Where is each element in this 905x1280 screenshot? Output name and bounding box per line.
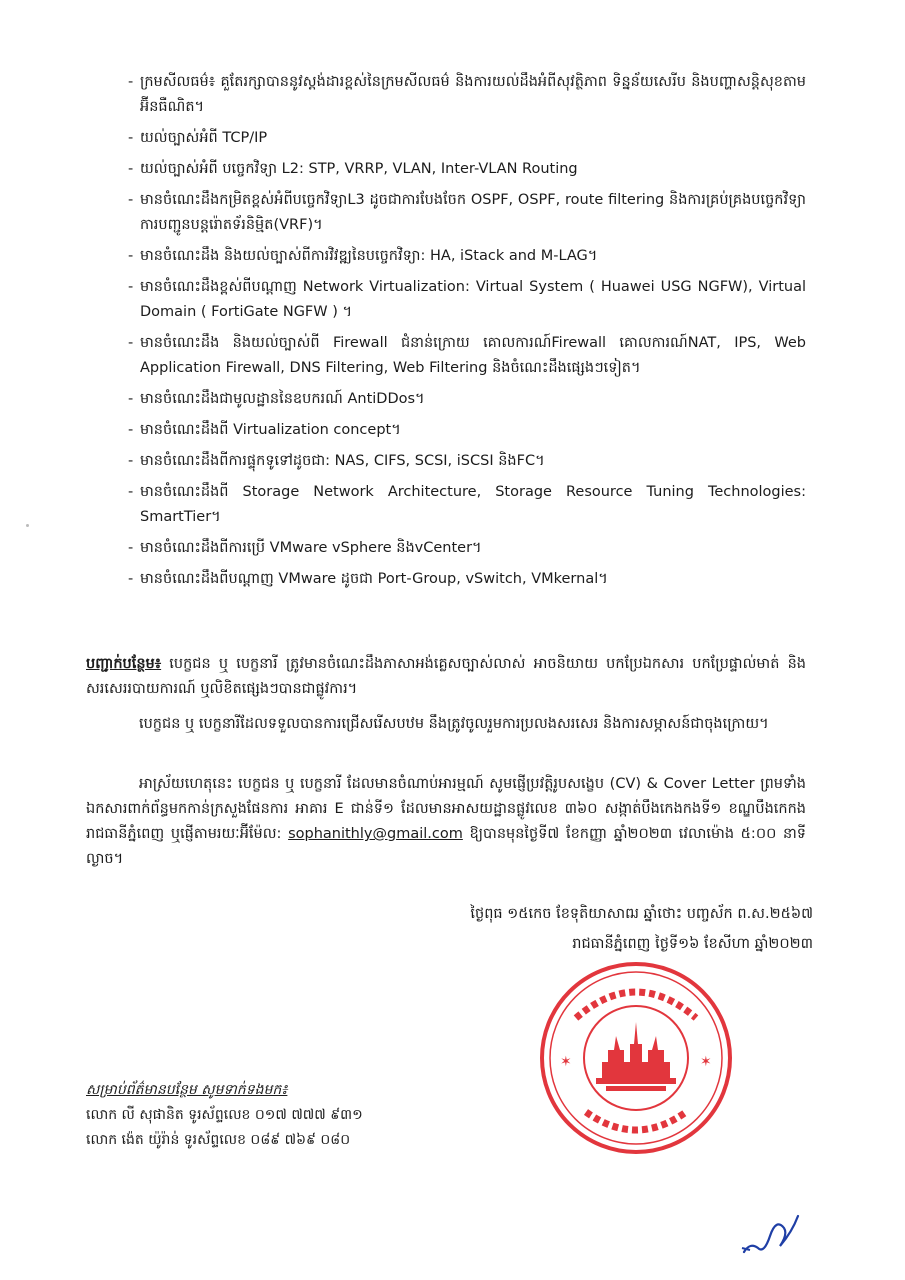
list-item: - ក្រមសីលធម៌៖ គួតែរក្សាបាននូវស្តង់ដារខ្ពស់នៃក្រមសីលធម៌ និងការយល់ដឹងអំពីសុវត្ថិភាព ទិន្នន័យសេរីប និងបញ្ហាសន្តិសុខតាមអ៊ីនធឺណិត។	[128, 70, 806, 120]
list-item: - យល់ច្បាស់អំពី បច្ចេកវិទ្យា L2: STP, VRRP, VLAN, Inter-VLAN Routing	[128, 157, 806, 182]
contact-line: លោក លី សុផានិត ទូរស័ព្ទលេខ ០១៧ ៧៧៧ ៩៣១	[86, 1107, 363, 1123]
requirements-list	[128, 70, 806, 598]
list-item: - មានចំណេះដឹងខ្ពស់ពីបណ្តាញ Network Virtualization: Virtual System ( Huawei USG NGFW), Virtual Domain ( FortiGate NGFW ) ។	[128, 275, 806, 325]
list-item: - មានចំណេះដឹង និងយល់ច្បាស់ពីការវិវឌ្ឍនៃបច្ចេកវិទ្យា: HA, iStack and M-LAG។	[128, 244, 806, 269]
selection-paragraph	[86, 712, 806, 737]
contact-heading: សម្រាប់ព័ត៌មានបន្ថែម សូមទាក់ទងមក៖	[86, 1082, 288, 1098]
contact-line: លោក ង៉េត យ៉ូរ៉ាន់ ទូរស័ព្ទលេខ ០៨៩ ៧៦៩ ០៨០	[86, 1132, 351, 1148]
scan-speck	[26, 524, 29, 527]
list-item: - មានចំណេះដឹងពី Storage Network Architecture, Storage Resource Tuning Technologies: SmartTier។	[128, 480, 806, 530]
list-item: - មានចំណេះដឹងពី Virtualization concept។	[128, 418, 806, 443]
lunar-date: ថ្ងៃពុធ ១៥កេច ខែទុតិយាសាឍ ឆ្នាំថោះ បញ្ចស័ក ព.ស.២៥៦៧	[470, 906, 813, 922]
list-item: - មានចំណេះដឹងកម្រិតខ្ពស់អំពីបច្ចេកវិទ្យាL3 ដូចជាការបែងចែក OSPF, OSPF, route filtering និងការគ្រប់គ្រងបច្ចេកវិទ្យា ការបញ្ជូនបន្តរ៉ោតទ័រនិម្មិត(VRF)។	[128, 188, 806, 238]
application-text: អាស្រ័យហេតុនេះ បេក្ខជន ឬ បេក្ខនារី ដែលមានចំណាប់អារម្មណ៍ សូមផ្ញើប្រវត្តិរូបសង្ខេប (CV) & Cover Letter ព្រមទាំងឯកសារពាក់ព័ន្ធមកកាន់ក្រសួងផែនការ អាគារ E ជាន់ទី១ ដែលមានអាសយដ្ឋានផ្លូវលេខ ៣៦០ សង្កាត់បឹងកេងកងទី១ ខណ្ឌបឹងកេកង រាជធានីភ្នំពេញ ឬផ្ញើតាមរយៈអ៊ីម៉ែល:	[86, 776, 806, 842]
list-item: - មានចំណេះដឹងពីបណ្តាញ VMware ដូចជា Port-Group, vSwitch, VMkernal។	[128, 567, 806, 592]
signature	[740, 1212, 802, 1258]
list-item: - មានចំណេះដឹងពីការផ្ទុកទូទៅដូចជា: NAS, CIFS, SCSI, iSCSI និងFC។	[128, 449, 806, 474]
list-item: - យល់ច្បាស់អំពី TCP/IP	[128, 126, 806, 151]
additional-note	[86, 652, 806, 702]
selection-text: បេក្ខជន ឬ បេក្ខនារីដែលទទួលបានការជ្រើសរើសបឋម នឹងត្រូវចូលរួមការប្រលងសរសេរ និងការសម្ភាសន៍ជាចុងក្រោយ។	[139, 716, 769, 732]
official-seal	[536, 958, 736, 1158]
svg-text:✶: ✶	[560, 1054, 572, 1070]
list-item: - មានចំណេះដឹងពីការប្រើ VMware vSphere និងvCenter។	[128, 536, 806, 561]
svg-text:✶: ✶	[700, 1054, 712, 1070]
contact-block	[86, 1078, 363, 1153]
deadline-text: ឱ្យបានមុនថ្ងៃទី៧ ខែកញ្ញា ឆ្នាំ២០២៣ វេលាម៉ោង ៥:០០ នាទីល្ងាច។	[86, 826, 806, 867]
email-link[interactable]: sophanithly@gmail.com	[288, 826, 463, 842]
list-item: - មានចំណេះដឹង និងយល់ច្បាស់ពី Firewall ជំនាន់ក្រោយ គោលការណ៍Firewall គោលការណ៍NAT, IPS, Web Application Firewall, DNS Filtering, Web Filtering និងចំណេះដឹងផ្សេងៗទៀត។	[128, 331, 806, 381]
additional-note-text: បេក្ខជន ឬ បេក្ខនារី ត្រូវមានចំណេះដឹងភាសាអង់គ្លេសច្បាស់លាស់ អាចនិយាយ បកប្រែឯកសារ បកប្រែផ្ទាល់មាត់ និងសរសេររបាយការណ៍ ឬលិខិតផ្សេងៗបានជាផ្លូវការ។	[86, 656, 806, 697]
additional-note-label: បញ្ជាក់បន្ថែម៖	[86, 656, 162, 672]
application-paragraph	[86, 772, 806, 872]
solar-date: រាជធានីភ្នំពេញ ថ្ងៃទី១៦ ខែសីហា ឆ្នាំ២០២៣	[572, 936, 813, 952]
list-item: - មានចំណេះដឹងជាមូលដ្ឋាននៃឧបករណ៍ AntiDDos។	[128, 387, 806, 412]
